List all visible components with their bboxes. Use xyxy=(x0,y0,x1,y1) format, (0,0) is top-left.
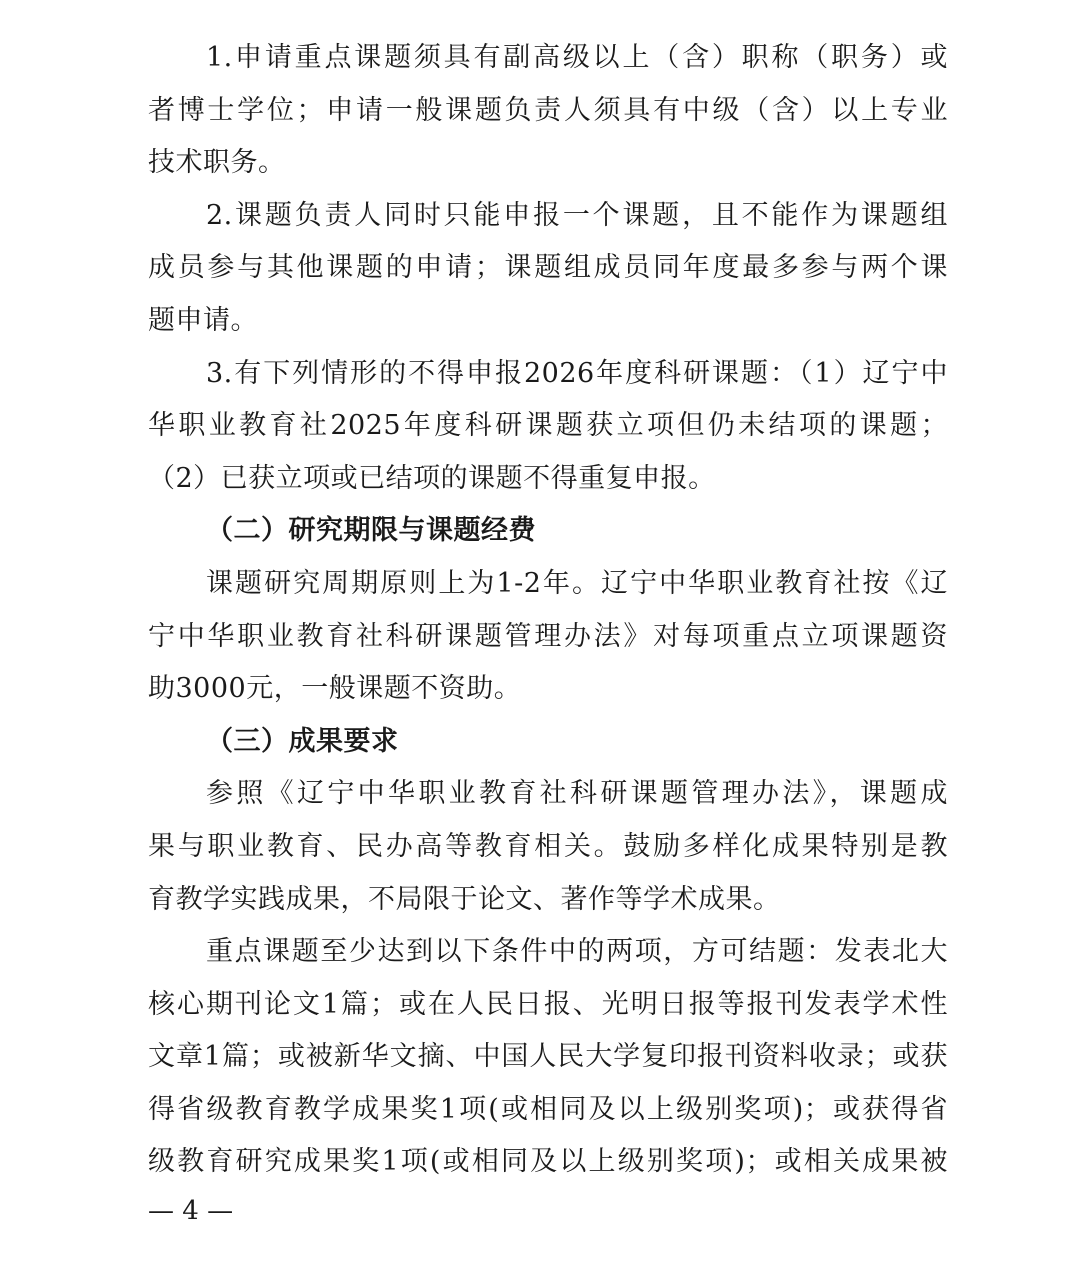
paragraph-line: 者博士学位；申请一般课题负责人须具有中级（含）以上专业 xyxy=(148,94,948,126)
paragraph-line: 题申请。 xyxy=(148,304,258,336)
paragraph-line: 2.课题负责人同时只能申报一个课题，且不能作为课题组 xyxy=(206,199,948,231)
paragraph-line: 3.有下列情形的不得申报2026年度科研课题：（1）辽宁中 xyxy=(206,357,948,389)
paragraph-line: 果与职业教育、民办高等教育相关。鼓励多样化成果特别是教 xyxy=(148,830,948,862)
section-heading: （三）成果要求 xyxy=(206,725,399,757)
paragraph-line: 育教学实践成果，不局限于论文、著作等学术成果。 xyxy=(148,883,781,915)
paragraph-line: 得省级教育教学成果奖1项(或相同及以上级别奖项)；或获得省 xyxy=(148,1093,948,1125)
paragraph-line: 成员参与其他课题的申请；课题组成员同年度最多参与两个课 xyxy=(148,252,948,284)
paragraph-line: 重点课题至少达到以下条件中的两项，方可结题：发表北大 xyxy=(206,936,948,968)
paragraph-line: 课题研究周期原则上为1-2年。辽宁中华职业教育社按《辽 xyxy=(206,567,948,599)
document-body xyxy=(148,32,948,1189)
paragraph-line: 技术职务。 xyxy=(148,147,286,179)
page-number: — 4 — xyxy=(148,1196,234,1226)
paragraph-line: 华职业教育社2025年度科研课题获立项但仍未结项的课题； xyxy=(148,410,948,442)
paragraph-line: 核心期刊论文1篇；或在人民日报、光明日报等报刊发表学术性 xyxy=(148,988,948,1020)
paragraph-line: （2）已获立项或已结项的课题不得重复申报。 xyxy=(148,462,716,494)
paragraph-line: 参照《辽宁中华职业教育社科研课题管理办法》，课题成 xyxy=(206,778,948,810)
paragraph-line: 级教育研究成果奖1项(或相同及以上级别奖项)；或相关成果被 xyxy=(148,1146,948,1178)
paragraph-line: 宁中华职业教育社科研课题管理办法》对每项重点立项课题资 xyxy=(148,620,948,652)
paragraph-line: 助3000元，一般课题不资助。 xyxy=(148,673,522,705)
section-heading: （二）研究期限与课题经费 xyxy=(206,515,536,547)
paragraph-line: 文章1篇；或被新华文摘、中国人民大学复印报刊资料收录；或获 xyxy=(148,1041,948,1073)
paragraph-line: 1.申请重点课题须具有副高级以上（含）职称（职务）或 xyxy=(206,42,948,73)
